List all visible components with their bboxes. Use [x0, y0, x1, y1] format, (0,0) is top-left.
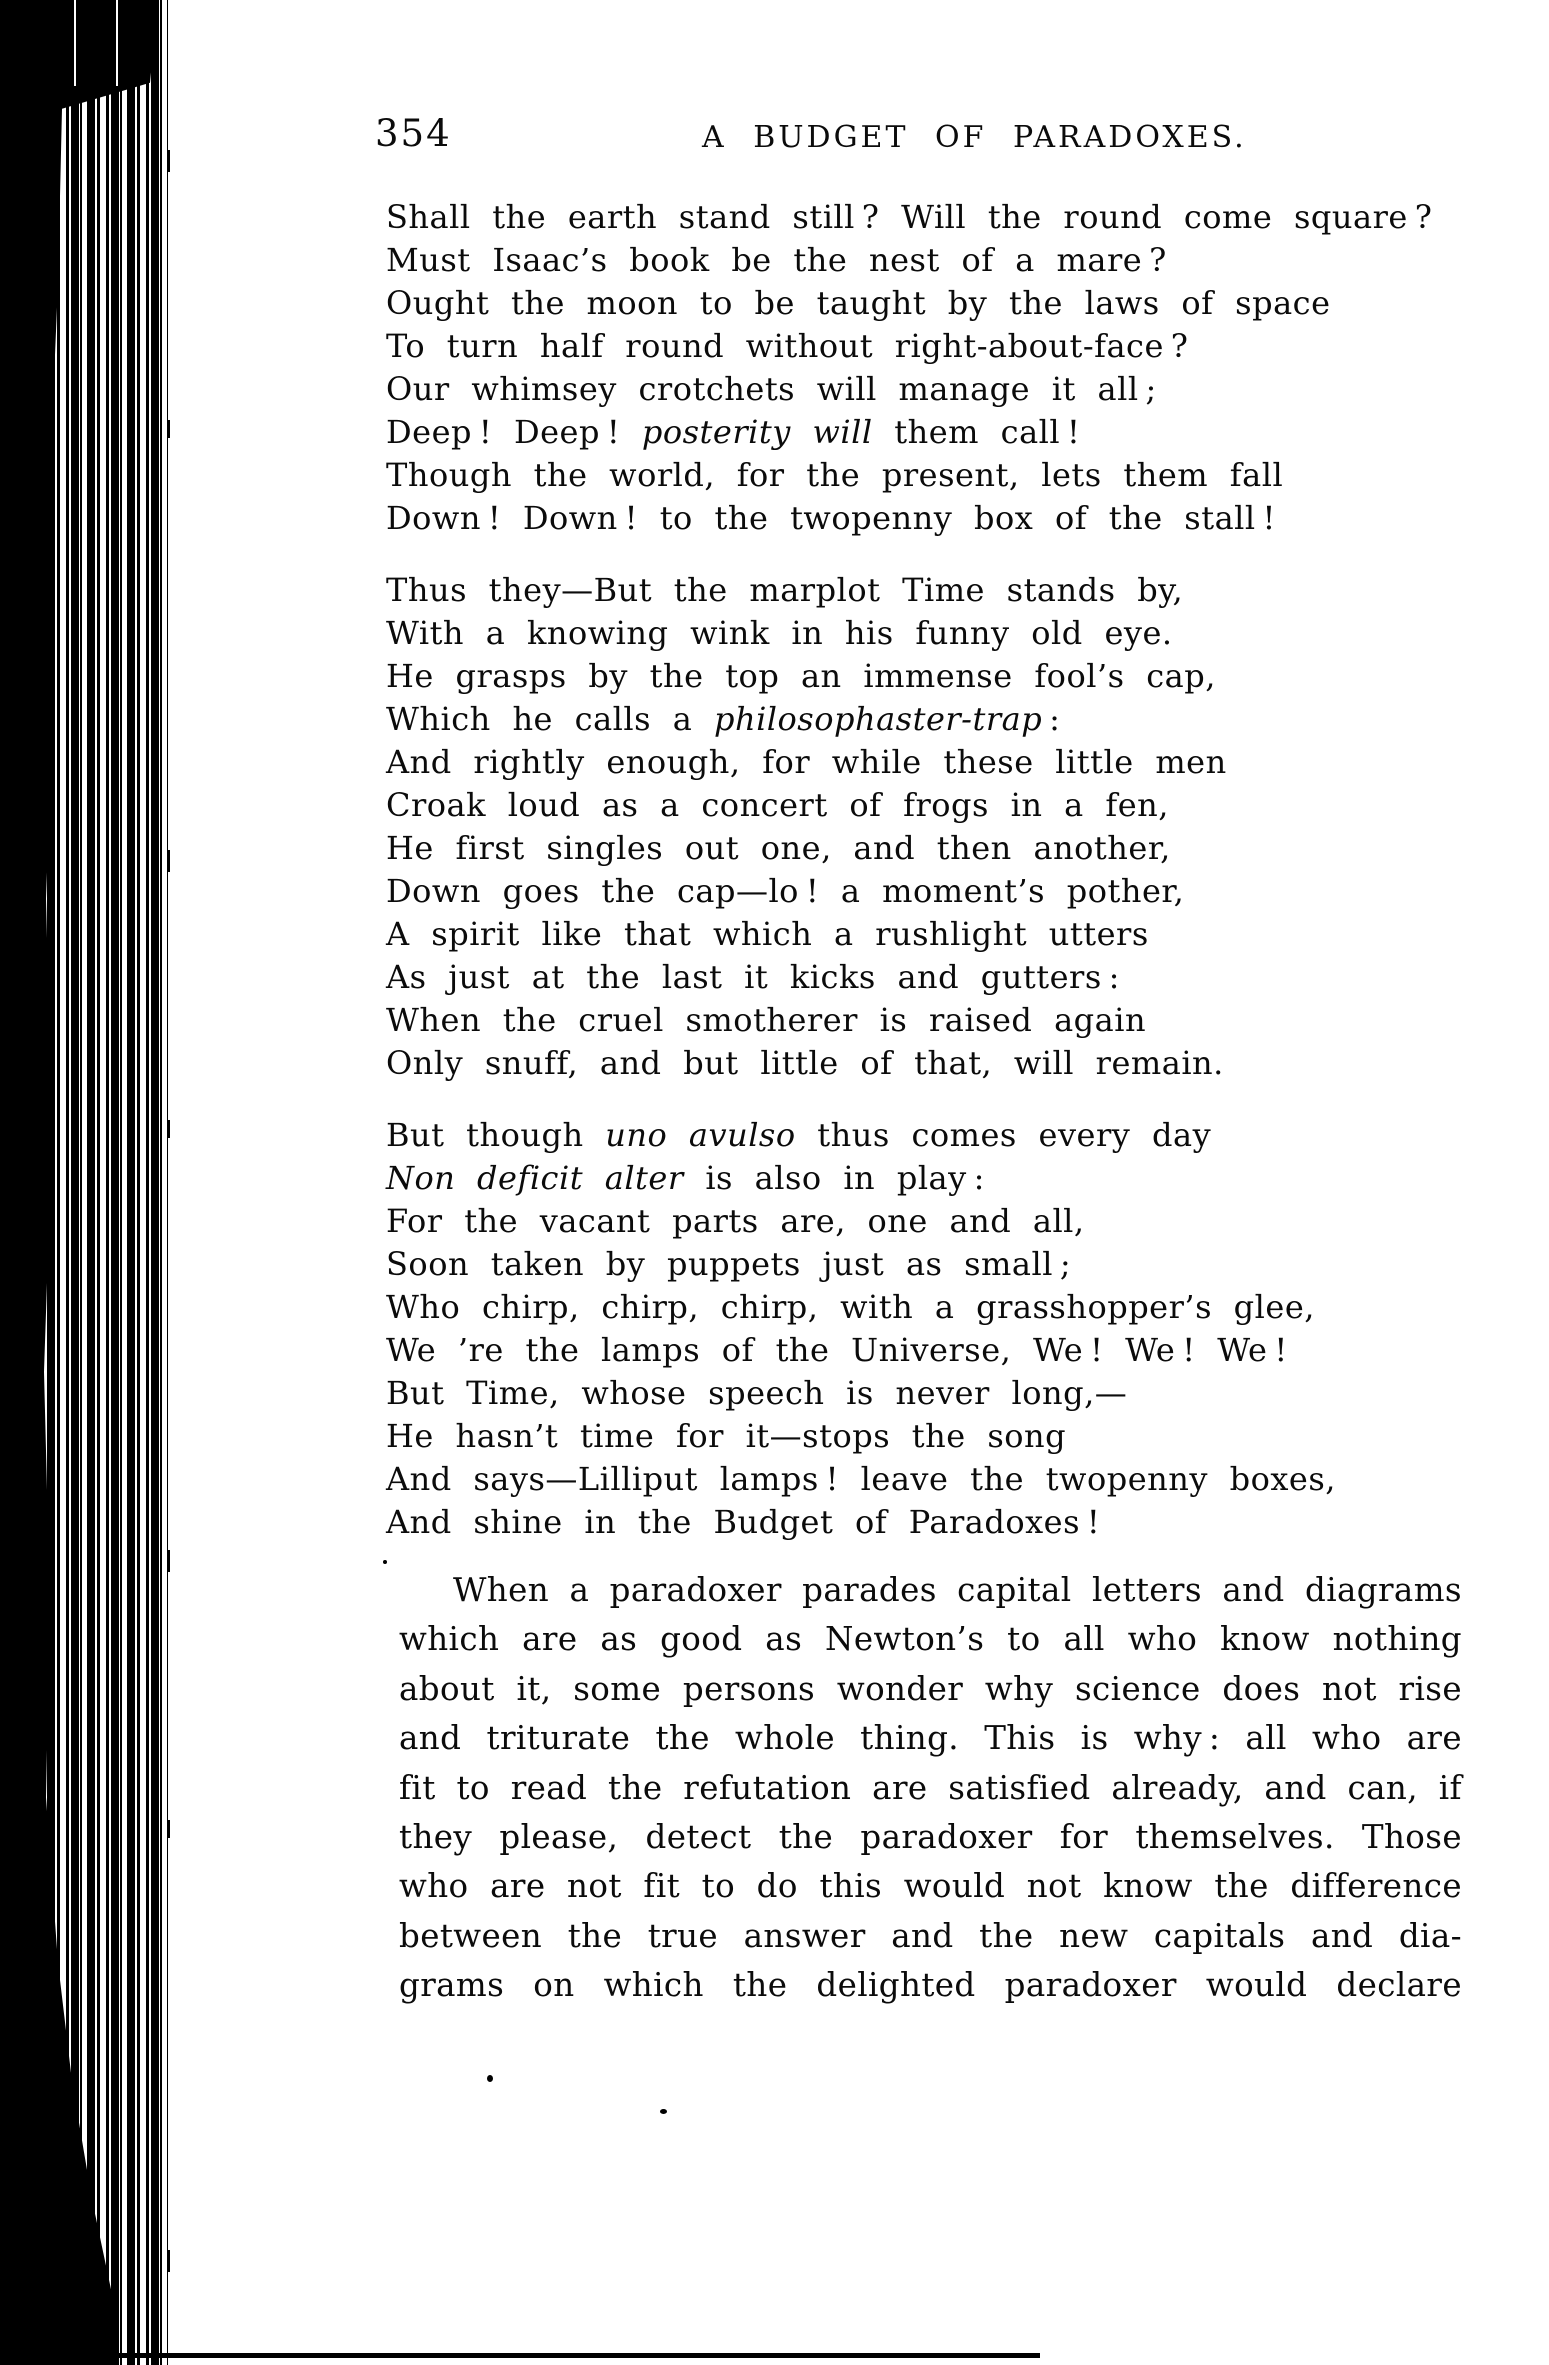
poem-line — [386, 827, 1432, 870]
poem-line — [386, 368, 1432, 411]
poem-text-segment: thus comes every day — [795, 1116, 1212, 1154]
poem-line — [386, 1458, 1432, 1501]
poem-text-segment: He hasn’t time for it—stops the song — [386, 1417, 1067, 1455]
poem-line — [386, 1243, 1432, 1286]
poem-line — [386, 999, 1432, 1042]
poem-line — [386, 454, 1432, 497]
poem-text-segment: Deep ! Deep ! — [386, 413, 642, 451]
prose-line: about it, some persons wonder why science does not rise — [399, 1669, 1462, 1708]
poem-text-segment: them call ! — [872, 413, 1081, 451]
poem-italic-segment: uno avulso — [605, 1116, 796, 1154]
page-number: 354 — [375, 112, 452, 155]
poem-line — [386, 497, 1432, 540]
poem-text-segment: We ’re the lamps of the Universe, We ! We ! We ! — [386, 1331, 1288, 1369]
poem-line — [386, 698, 1432, 741]
poem-text-segment: Only snuff, and but little of that, will remain. — [386, 1044, 1224, 1082]
poem-line — [386, 956, 1432, 999]
prose-line: and triturate the whole thing. This is why : all who are — [399, 1719, 1462, 1758]
poem-line — [386, 1286, 1432, 1329]
poem-text-segment: is also in play : — [683, 1159, 985, 1197]
poem-text-segment: Thus they—But the marplot Time stands by, — [386, 571, 1184, 609]
poem-text-segment: Down goes the cap—lo ! a moment’s pother, — [386, 872, 1185, 910]
prose-line: When a paradoxer parades capital letters and diagrams — [453, 1571, 1462, 1609]
poem-text-segment: Must Isaac’s book be the nest of a mare ? — [386, 241, 1167, 279]
poem-line — [386, 1042, 1432, 1085]
prose-line: they please, detect the paradoxer for themselves. Those — [399, 1818, 1462, 1857]
poem-text-segment: : — [1042, 700, 1061, 738]
poem-line — [386, 1200, 1432, 1243]
poem-text-segment: To turn half round without right-about-face ? — [386, 327, 1189, 365]
poem-line — [386, 325, 1432, 368]
poem-line — [386, 569, 1432, 612]
poem-text-segment: Shall the earth stand still ? Will the round come square ? — [386, 198, 1433, 236]
poem-line — [386, 612, 1432, 655]
poem-text-segment: For the vacant parts are, one and all, — [386, 1202, 1085, 1240]
scan-bottom-line — [92, 2353, 1040, 2358]
poem-line — [386, 1415, 1432, 1458]
poem-text-segment: Ought the moon to be taught by the laws of space — [386, 284, 1331, 322]
poem-text-segment: But Time, whose speech is never long,— — [386, 1374, 1128, 1412]
prose-line: fit to read the refutation are satisfied already, and can, if — [399, 1768, 1462, 1807]
poem-text-segment: And says—Lilliput lamps ! leave the twopenny boxes, — [386, 1460, 1336, 1498]
poem-line — [386, 1157, 1432, 1200]
poem-line — [386, 411, 1432, 454]
ink-speck — [383, 1560, 387, 1564]
prose-line: between the true answer and the new capitals and dia- — [399, 1916, 1462, 1955]
poem-italic-segment: posterity will — [641, 413, 873, 451]
poem-italic-segment: philosophaster-trap — [713, 700, 1043, 738]
gutter-hairline — [116, 0, 118, 86]
poem — [386, 196, 1432, 1573]
poem-italic-segment: Non deficit alter — [386, 1159, 684, 1197]
poem-text-segment: He first singles out one, and then another, — [386, 829, 1171, 867]
gutter-dash-line — [167, 0, 170, 2365]
poem-text-segment: Our whimsey crotchets will manage it all ; — [386, 370, 1157, 408]
poem-text-segment: When the cruel smotherer is raised again — [386, 1001, 1147, 1039]
prose-line: who are not fit to do this would not know the difference — [399, 1867, 1462, 1906]
poem-text-segment: And rightly enough, for while these little men — [386, 743, 1227, 781]
poem-line — [386, 913, 1432, 956]
prose-line: grams on which the delighted paradoxer would declare — [399, 1966, 1462, 2005]
stanza — [386, 196, 1432, 540]
stanza — [386, 569, 1432, 1085]
stanza — [386, 1114, 1432, 1544]
poem-text-segment: Down ! Down ! to the twopenny box of the stall ! — [386, 499, 1276, 537]
poem-text-segment: But though — [386, 1116, 606, 1154]
poem-line — [386, 870, 1432, 913]
poem-text-segment: As just at the last it kicks and gutters : — [386, 958, 1120, 996]
poem-line — [386, 1501, 1432, 1544]
poem-line — [386, 784, 1432, 827]
poem-text-segment: Though the world, for the present, lets them fall — [386, 456, 1284, 494]
poem-text-segment: Croak loud as a concert of frogs in a fen, — [386, 786, 1169, 824]
poem-text-segment: Who chirp, chirp, chirp, with a grasshopper’s glee, — [386, 1288, 1315, 1326]
poem-line — [386, 655, 1432, 698]
poem-line — [386, 1329, 1432, 1372]
poem-text-segment: He grasps by the top an immense fool’s cap, — [386, 657, 1216, 695]
poem-text-segment: Which he calls a — [386, 700, 714, 738]
poem-line — [386, 196, 1432, 239]
poem-text-segment: Soon taken by puppets just as small ; — [386, 1245, 1072, 1283]
ink-speck — [660, 2109, 667, 2114]
gutter-hairline — [74, 0, 76, 86]
ink-speck — [487, 2075, 493, 2082]
poem-text-segment: A spirit like that which a rushlight utters — [386, 915, 1149, 953]
poem-line — [386, 239, 1432, 282]
prose-paragraph — [399, 1566, 1462, 2011]
poem-text-segment: And shine in the Budget of Paradoxes ! — [386, 1503, 1101, 1541]
poem-line — [386, 1114, 1432, 1157]
poem-text-segment: With a knowing wink in his funny old eye. — [386, 614, 1173, 652]
running-title: A BUDGET OF PARADOXES. — [702, 120, 1247, 155]
prose-line: which are as good as Newton’s to all who know nothing — [399, 1620, 1462, 1659]
book-gutter-shadow — [0, 0, 172, 2365]
poem-line — [386, 1372, 1432, 1415]
poem-line — [386, 741, 1432, 784]
poem-line — [386, 282, 1432, 325]
